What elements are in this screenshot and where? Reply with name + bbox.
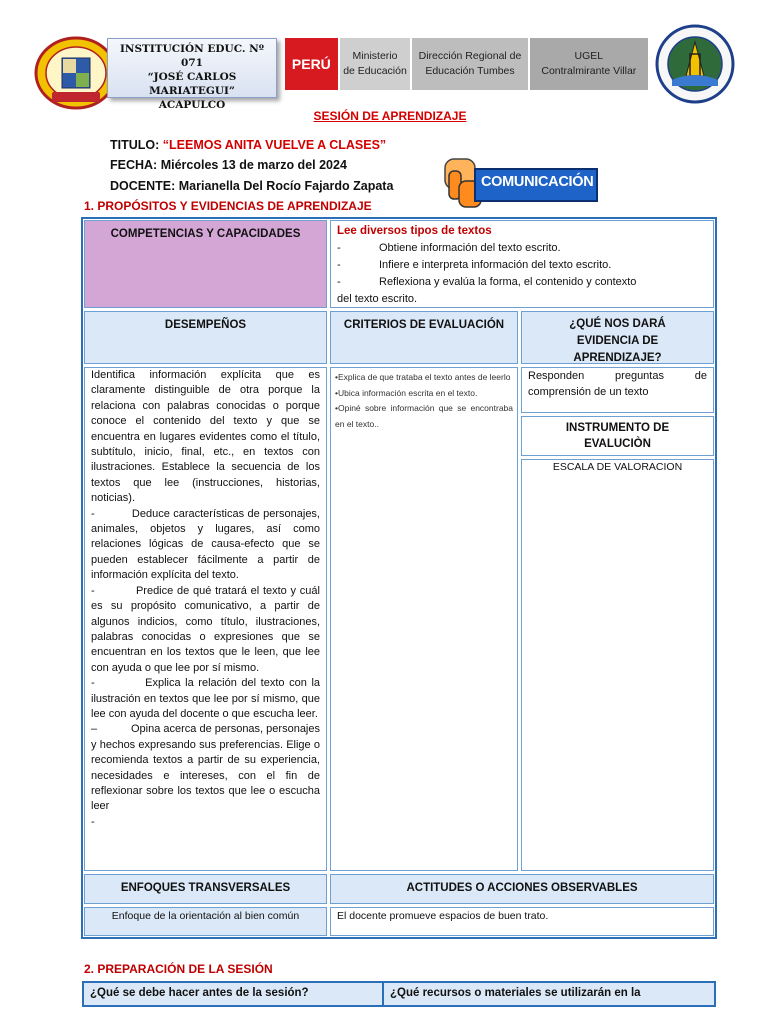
section-2-heading: 2. PREPARACIÓN DE LA SESIÓN: [84, 962, 273, 976]
capacidad-item: - Reflexiona y evalúa la forma, el contenido y contexto: [337, 276, 637, 288]
preparacion-col-resources: ¿Qué recursos o materiales se utilizarán en la: [384, 983, 714, 1005]
desempeno-item: – Opina acerca de personas, personajes y hechos expresando sus preferencias. Elige o recomienda textos a partir de su experiencia, necesidades e intereses, con el fin de reflexionar sobre los textos que lee o escucha leer: [91, 723, 320, 813]
capacidad-item: - Obtiene información del texto escrito.: [337, 242, 561, 254]
title-label: TITULO:: [110, 138, 163, 152]
criterios-cell: [330, 367, 518, 871]
peru-label: PERÚ: [285, 38, 338, 90]
lesson-title-line: [110, 138, 386, 152]
government-bar: [285, 38, 648, 90]
actitud-cell: El docente promueve espacios de buen trato.: [330, 907, 714, 936]
criterios-header: CRITERIOS DE EVALUACIÓN: [330, 311, 518, 364]
institution-school: “JOSÉ CARLOS MARIATEGUI”: [147, 71, 237, 97]
desempeno-item: Identifica información explícita que es claramente distinguible de otra porque la relaciona con palabras conocidas o porque conoce el contenido del texto y que se encuentra en lugares evidentes como el título, subtítulo, inicio, final, etc., en textos con ilustraciones. Establece la secuencia de los textos que lee (instrucciones, historias, noticias).: [91, 369, 320, 505]
criterio-item: •Opiné sobre información que se encontraba en el texto..: [335, 403, 513, 429]
capacidad-item: - Infiere e interpreta información del texto escrito.: [337, 259, 612, 271]
actitudes-header: ACTITUDES O ACCIONES OBSERVABLES: [330, 874, 714, 904]
desempenos-header: DESEMPEÑOS: [84, 311, 327, 364]
preparacion-col-before: ¿Qué se debe hacer antes de la sesión?: [84, 983, 384, 1005]
competencia-title: Lee diversos tipos de textos: [337, 225, 492, 237]
section-1-heading: 1. PROPÓSITOS Y EVIDENCIAS DE APRENDIZAJE: [84, 199, 372, 213]
comunicacion-label: COMUNICACIÓN: [481, 174, 594, 190]
evidencia-header: ¿QUÉ NOS DARÁ EVIDENCIA DE APRENDIZAJE?: [521, 311, 714, 364]
capacidad-continuation: del texto escrito.: [337, 293, 418, 305]
capacidades-cell: [330, 220, 714, 308]
instrumento-header: INSTRUMENTO DE EVALUCIÒN: [521, 416, 714, 456]
enfoques-header: ENFOQUES TRANSVERSALES: [84, 874, 327, 904]
lesson-teacher: DOCENTE: Marianella Del Rocío Fajardo Zapata: [110, 179, 394, 193]
desempeno-item: - Explica la relación del texto con la ilustración en textos que lee por sí mismo, que lee con ayuda del docente o que escucha leer.: [91, 677, 320, 720]
competencias-header: COMPETENCIAS Y CAPACIDADES: [84, 220, 327, 308]
criterio-item: •Ubica información escrita en el texto.: [335, 387, 478, 398]
ministry-label: Ministerio de Educación: [338, 38, 411, 90]
regional-direction-label: Dirección Regional de Educación Tumbes: [410, 38, 527, 90]
desempenos-cell: [84, 367, 327, 871]
comunicacion-badge: [441, 157, 599, 213]
desempeno-item: - Deduce características de personajes, animales, objetos y lugares, así como relaciones lógicas de causa-efecto que se pueden establecer fácilmente a partir de información explícita del texto.: [91, 507, 320, 582]
lesson-title: “LEEMOS ANITA VUELVE A CLASES”: [162, 138, 387, 152]
session-title: SESIÓN DE APRENDIZAJE: [313, 109, 467, 123]
desempeno-item: -: [91, 815, 95, 828]
institution-place: ACAPULCO: [158, 99, 226, 111]
desempeno-item: - Predice de qué tratará el texto y cuál es su propósito comunicativo, a partir de algunos indicios, como título, ilustraciones, palabras conocidas o expresiones que se encuentran en los textos que le leen, que lee con ayuda o que lee por sí mismo.: [91, 584, 320, 674]
ugel-label: UGEL Contralmirante Villar: [528, 38, 648, 90]
institution-name: INSTITUCIÓN EDUC. Nº 071: [119, 43, 265, 69]
school-logo: [34, 36, 118, 110]
preparacion-table: [82, 981, 716, 1007]
evidencia-cell: Responden preguntas de comprensión de un texto: [521, 367, 714, 413]
institution-box: [107, 38, 277, 111]
instrumento-cell: ESCALA DE VALORACION: [521, 459, 714, 871]
criterio-item: •Explica de que trataba el texto antes de leerlo: [335, 372, 511, 382]
enfoque-cell: Enfoque de la orientación al bien común: [84, 907, 327, 936]
lesson-date: FECHA: Miércoles 13 de marzo del 2024: [110, 158, 347, 172]
ugel-logo: [652, 24, 738, 104]
